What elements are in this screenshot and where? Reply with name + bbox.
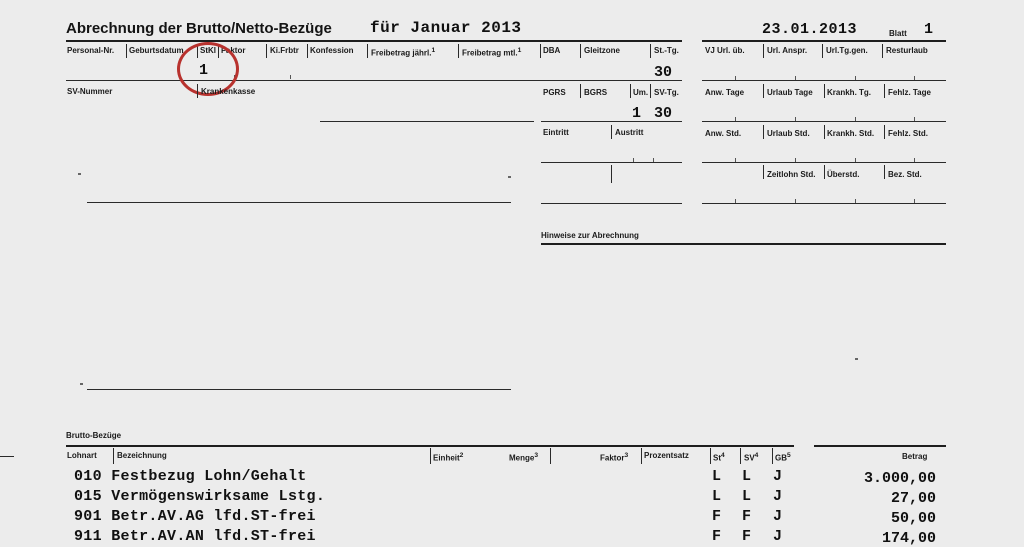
- row-st: L: [712, 468, 722, 485]
- row-code: 911: [74, 528, 102, 545]
- row-rule: [320, 121, 534, 122]
- footnote-marker: 3: [624, 452, 629, 459]
- brutto-rule-left: [66, 445, 794, 447]
- row-gb: J: [773, 528, 783, 545]
- row-code: 901: [74, 508, 102, 525]
- col-prozentsatz: Prozentsatz: [644, 451, 689, 460]
- tick: [914, 199, 915, 203]
- divider: [710, 448, 711, 464]
- divider: [550, 448, 551, 464]
- label-ki-frbtr: Ki.Frbtr: [270, 46, 299, 55]
- label-bgrs: BGRS: [584, 88, 608, 97]
- divider: [580, 44, 581, 58]
- divider: [580, 84, 581, 98]
- label-urlaub-tage: Urlaub Tage: [767, 88, 813, 97]
- col-gb: [775, 451, 791, 464]
- row-lohnart-name: [74, 468, 307, 485]
- divider: [266, 44, 267, 58]
- label-krankh-std: Krankh. Std.: [827, 129, 875, 138]
- divider: [824, 165, 825, 179]
- label-gleitzone: Gleitzone: [584, 46, 621, 55]
- divider: [126, 44, 127, 58]
- tick: [855, 117, 856, 121]
- col-einheit: [433, 451, 463, 464]
- col-einheit-text: Einheit: [433, 453, 460, 463]
- tick: [855, 199, 856, 203]
- divider: [772, 448, 773, 464]
- row-gb: J: [773, 468, 783, 485]
- row-rule: [541, 162, 682, 163]
- label-freibetrag-mtl-text: Freibetrag mtl.: [462, 48, 518, 58]
- tick: [795, 158, 796, 162]
- divider: [763, 165, 764, 179]
- row-sv: L: [742, 468, 752, 485]
- label-pgrs: PGRS: [543, 88, 566, 97]
- label-konfession: Konfession: [310, 46, 354, 55]
- blatt-value: 1: [924, 21, 934, 38]
- divider: [884, 125, 885, 139]
- col-faktor-text: Faktor: [600, 453, 625, 463]
- edge-mark: [0, 456, 14, 457]
- divider: [430, 448, 431, 464]
- footnote-marker: 5: [787, 452, 791, 459]
- brutto-section-label: Brutto-Bezüge: [66, 431, 122, 440]
- divider: [611, 165, 612, 183]
- label-sv-tg: SV-Tg.: [654, 88, 679, 97]
- col-menge-text: Menge: [509, 453, 535, 463]
- divider: [822, 44, 823, 58]
- divider: [763, 44, 764, 58]
- label-eintritt: Eintritt: [543, 128, 569, 137]
- row-code: 015: [74, 488, 102, 505]
- label-austritt: Austritt: [615, 128, 644, 137]
- row-betrag: 3.000,00: [863, 470, 936, 487]
- row-rule: [702, 80, 946, 81]
- scan-mark: [508, 176, 511, 178]
- label-um: Um.: [633, 88, 649, 97]
- label-resturlaub: Resturlaub: [886, 46, 928, 55]
- label-fehlz-std: Fehlz. Std.: [888, 129, 928, 138]
- scan-mark: [78, 173, 81, 175]
- divider: [367, 44, 368, 58]
- divider: [763, 125, 764, 139]
- label-faktor: Faktor: [221, 46, 246, 55]
- col-gb-text: GB: [775, 453, 787, 463]
- document-date: 23.01.2013: [762, 21, 858, 38]
- tick: [914, 158, 915, 162]
- scan-mark: [855, 358, 858, 360]
- label-krankenkasse: Krankenkasse: [201, 87, 256, 96]
- divider: [884, 165, 885, 179]
- footnote-marker: 4: [721, 452, 725, 459]
- footnote-marker: 4: [754, 452, 759, 459]
- period-subtitle: für Januar 2013: [370, 19, 522, 37]
- row-rule: [702, 121, 946, 122]
- tick: [735, 76, 736, 80]
- row-gb: J: [773, 508, 783, 525]
- footnote-marker: 1: [431, 47, 436, 54]
- row-rule: [702, 203, 946, 204]
- tick: [290, 75, 291, 79]
- tick: [735, 158, 736, 162]
- value-stkl: 1: [199, 62, 209, 79]
- tick: [795, 117, 796, 121]
- divider: [763, 84, 764, 98]
- divider: [197, 84, 198, 98]
- label-urlaub-std: Urlaub Std.: [767, 129, 810, 138]
- label-freibetrag-mtl: [462, 46, 521, 59]
- label-zeitlohn-std: Zeitlohn Std.: [767, 170, 816, 179]
- label-anw-tage: Anw. Tage: [705, 88, 745, 97]
- blatt-label: Blatt: [889, 29, 907, 38]
- col-bezeichnung: Bezeichnung: [117, 451, 167, 460]
- tick: [914, 76, 915, 80]
- divider: [824, 125, 825, 139]
- header-rule-left: [66, 40, 682, 42]
- value-st-tg: 30: [654, 64, 673, 81]
- divider: [650, 84, 651, 98]
- row-rule: [541, 121, 682, 122]
- label-fehlz-tage: Fehlz. Tage: [888, 88, 931, 97]
- label-personal-nr: Personal-Nr.: [67, 46, 115, 55]
- tick: [795, 76, 796, 80]
- label-dba: DBA: [543, 46, 561, 55]
- label-hinweise: Hinweise zur Abrechnung: [541, 231, 639, 240]
- col-lohnart: Lohnart: [67, 451, 97, 460]
- row-name: Betr.AV.AN lfd.ST-frei: [111, 528, 316, 545]
- row-name: Festbezug Lohn/Gehalt: [111, 468, 307, 485]
- tick: [795, 199, 796, 203]
- row-rule: [66, 80, 682, 81]
- row-betrag: 50,00: [890, 510, 936, 527]
- footnote-marker: 1: [517, 47, 522, 54]
- row-name: Betr.AV.AG lfd.ST-frei: [111, 508, 316, 525]
- divider: [630, 84, 631, 98]
- row-rule: [87, 389, 511, 390]
- tick: [735, 117, 736, 121]
- divider: [884, 84, 885, 98]
- brutto-rule-right: [814, 445, 946, 447]
- divider: [458, 44, 459, 58]
- label-url-tg-gen: Url.Tg.gen.: [826, 46, 868, 55]
- label-freibetrag-jaehrl: [371, 46, 435, 59]
- footnote-marker: 3: [534, 452, 539, 459]
- row-st: F: [712, 528, 722, 545]
- col-betrag: Betrag: [902, 452, 928, 461]
- row-rule: [541, 203, 682, 204]
- col-st: [713, 451, 725, 464]
- col-faktor: [600, 451, 628, 464]
- value-um: 1: [632, 105, 642, 122]
- tick: [914, 117, 915, 121]
- divider: [307, 44, 308, 58]
- label-geburtsdatum: Geburtsdatum: [129, 46, 184, 55]
- label-st-tg: St.-Tg.: [654, 46, 679, 55]
- tick: [735, 199, 736, 203]
- row-gb: J: [773, 488, 783, 505]
- label-url-anspr: Url. Anspr.: [767, 46, 808, 55]
- row-st: L: [712, 488, 722, 505]
- row-betrag: 174,00: [881, 530, 936, 547]
- divider: [824, 84, 825, 98]
- header-rule-right: [702, 40, 946, 42]
- label-anw-std: Anw. Std.: [705, 129, 742, 138]
- divider: [650, 44, 651, 58]
- row-rule: [702, 162, 946, 163]
- divider: [882, 44, 883, 58]
- footnote-marker: 2: [459, 452, 464, 459]
- tick: [855, 76, 856, 80]
- row-sv: F: [742, 528, 752, 545]
- label-freibetrag-jaehrl-text: Freibetrag jährl.: [371, 48, 432, 58]
- col-menge: [509, 451, 538, 464]
- document-title: Abrechnung der Brutto/Netto-Bezüge: [66, 20, 332, 37]
- col-sv-text: SV: [744, 453, 755, 463]
- col-st-text: St: [713, 453, 721, 463]
- label-bez-std: Bez. Std.: [888, 170, 922, 179]
- value-sv-tg: 30: [654, 105, 673, 122]
- divider: [611, 125, 612, 139]
- divider: [641, 448, 642, 464]
- scan-mark: [80, 383, 83, 385]
- row-st: F: [712, 508, 722, 525]
- label-stkl: StKl: [200, 46, 216, 55]
- row-betrag: 27,00: [890, 490, 936, 507]
- row-code: 010: [74, 468, 102, 485]
- row-sv: F: [742, 508, 752, 525]
- label-krankh-tg: Krankh. Tg.: [827, 88, 872, 97]
- row-sv: L: [742, 488, 752, 505]
- tick: [653, 158, 654, 162]
- row-name: Vermögenswirksame Lstg.: [111, 488, 326, 505]
- row-lohnart-name: [74, 488, 325, 505]
- col-sv: [744, 451, 758, 464]
- hinweise-rule: [541, 243, 946, 245]
- tick: [855, 158, 856, 162]
- label-vj-url: VJ Url. üb.: [705, 46, 745, 55]
- tick: [633, 158, 634, 162]
- label-ueberstd: Überstd.: [827, 170, 860, 179]
- divider: [540, 44, 541, 58]
- row-lohnart-name: [74, 508, 316, 525]
- row-rule: [87, 202, 511, 203]
- divider: [113, 448, 114, 464]
- label-sv-nummer: SV-Nummer: [67, 87, 113, 96]
- divider: [740, 448, 741, 464]
- row-lohnart-name: [74, 528, 316, 545]
